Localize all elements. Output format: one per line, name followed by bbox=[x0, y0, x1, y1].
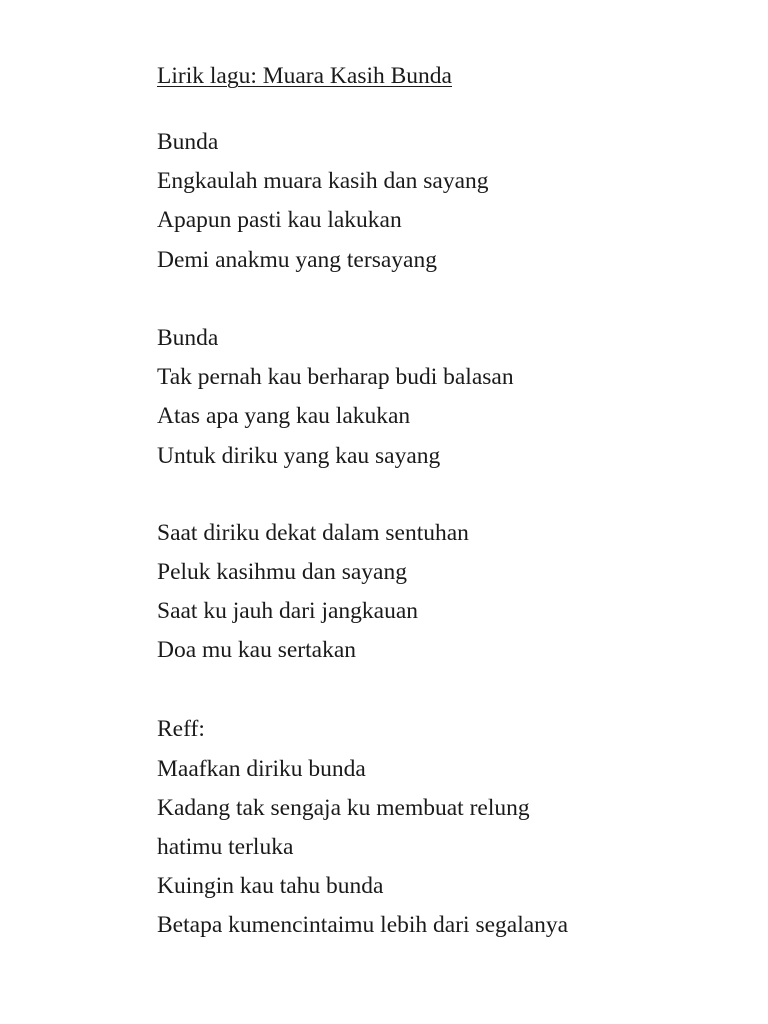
lyric-line: Kadang tak sengaja ku membuat relung bbox=[157, 795, 530, 821]
lyric-line: Atas apa yang kau lakukan bbox=[157, 403, 411, 429]
lyric-line: Saat diriku dekat dalam sentuhan bbox=[157, 520, 469, 546]
lyric-line: hatimu terluka bbox=[157, 834, 294, 860]
lyric-line: Bunda bbox=[157, 325, 219, 351]
lyric-line: Demi anakmu yang tersayang bbox=[157, 247, 437, 273]
lyric-line: Apapun pasti kau lakukan bbox=[157, 207, 402, 233]
lyric-line: Betapa kumencintaimu lebih dari segalanya bbox=[157, 912, 569, 938]
lyric-line: Bunda bbox=[157, 129, 219, 155]
refrain-label: Reff: bbox=[157, 716, 205, 742]
document-title: Lirik lagu: Muara Kasih Bunda bbox=[157, 63, 452, 89]
lyric-line: Peluk kasihmu dan sayang bbox=[157, 559, 407, 585]
lyric-line: Kuingin kau tahu bunda bbox=[157, 873, 384, 899]
lyric-line: Maafkan diriku bunda bbox=[157, 756, 366, 782]
lyric-line: Saat ku jauh dari jangkauan bbox=[157, 598, 419, 624]
lyric-line: Tak pernah kau berharap budi balasan bbox=[157, 364, 514, 390]
lyric-line: Doa mu kau sertakan bbox=[157, 637, 357, 663]
lyric-line: Untuk diriku yang kau sayang bbox=[157, 443, 441, 469]
lyric-line: Engkaulah muara kasih dan sayang bbox=[157, 168, 489, 194]
